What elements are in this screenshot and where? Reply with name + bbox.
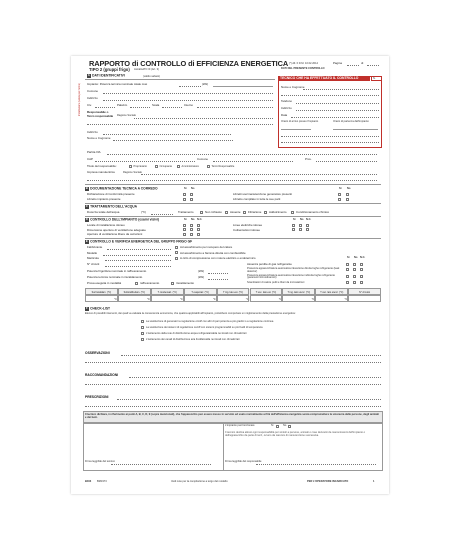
section-b-no-header-right: No bbox=[347, 186, 351, 190]
section-b-no-checkbox-2[interactable] bbox=[346, 193, 349, 196]
fabbricante-label: Fabbricante bbox=[87, 245, 103, 249]
section-e-si-header: Si bbox=[347, 256, 350, 259]
measure-header-6: T ing. lato utenz. (°C) bbox=[282, 288, 315, 295]
titolo-option-label-1: Occupante bbox=[159, 164, 173, 168]
section-d-nc-checkbox-3[interactable] bbox=[306, 224, 309, 227]
checklist-item-2: L'isolamento della rete di distribuzione acqua refrigerata/calda nei locali non climatizzati bbox=[146, 331, 247, 335]
tecnico-indirizzo-field[interactable] bbox=[296, 110, 379, 111]
impianto-no-label: No bbox=[283, 424, 287, 427]
section-d-row-left-0: Locale di installazione idoneo bbox=[87, 223, 125, 227]
ragione-sociale-label: Ragione Sociale bbox=[117, 114, 136, 117]
firma-resp-field[interactable] bbox=[256, 464, 376, 465]
section-b-si-header: Si bbox=[184, 186, 187, 190]
measure-value-3[interactable]: °C bbox=[184, 295, 217, 302]
raccomandazioni-field-2[interactable] bbox=[85, 384, 381, 385]
trattamento-option-4: Addolcimento bbox=[269, 210, 287, 214]
interno-label: Interno bbox=[184, 103, 193, 107]
section-b-si-checkbox-1[interactable] bbox=[183, 198, 186, 201]
section-b-si-checkbox-0[interactable] bbox=[183, 193, 186, 196]
gf-check-no-3[interactable] bbox=[353, 281, 356, 284]
page-total-field[interactable] bbox=[367, 65, 379, 66]
section-d-row-left-2: Aperture di ventilazione libere da ostruzioni bbox=[87, 232, 143, 236]
section-b-si-header-right: Si bbox=[339, 186, 342, 190]
gf-check-si-1[interactable] bbox=[346, 268, 349, 271]
trattamento-option-1: Non richiesto bbox=[205, 210, 222, 214]
gf-check-nc-1[interactable] bbox=[360, 268, 363, 271]
titolo-option-label-0: Proprietario bbox=[133, 164, 147, 168]
section-e-nc-header: N.C. bbox=[360, 256, 366, 259]
measure-header-0: Surriscaldam. (°C) bbox=[85, 288, 118, 295]
section-b-row-right-1: Libretto compilato in tutte le sue parti bbox=[233, 197, 281, 201]
plant-power-label: Impianto: Potenza termica nominale totale max bbox=[87, 82, 148, 86]
section-b-row-left-0: Dichiarazione di Conformità presente bbox=[87, 192, 135, 196]
gf-type-checkbox-2[interactable] bbox=[175, 257, 178, 260]
measure-header-1: Sottoraffredam. (°C) bbox=[118, 288, 151, 295]
gf-type-label-2: A ciclo di compressione con motore elettrico o endotermico bbox=[180, 256, 256, 260]
circuiti-field[interactable] bbox=[105, 266, 171, 267]
tecnico-nome-label: Nome e Cognome bbox=[281, 85, 305, 89]
potenza-term-label: Potenza termica nominale in riscaldamento bbox=[87, 275, 143, 279]
durezza-label: Durezza totale dell'acqua bbox=[87, 210, 120, 214]
copy-label: PER L'OPERATORE INCARICATO bbox=[307, 480, 349, 483]
trattamento-option-3: Filtrazione bbox=[248, 210, 262, 214]
comune2-label: Comune bbox=[197, 157, 208, 161]
gf-check-row-0: Assenza perdite di gas refrigerante bbox=[247, 262, 292, 266]
form-title: RAPPORTO di CONTROLLO di EFFICIENZA ENERGETICA bbox=[89, 59, 289, 68]
orario-arrivo-label: Orario di arrivo presso l'impianto bbox=[281, 120, 319, 123]
osservazioni-field[interactable] bbox=[121, 355, 381, 356]
checklist-checkbox-1[interactable] bbox=[141, 326, 144, 329]
gf-check-row-3: Scambiatori di calore puliti e liberi da incrostazioni bbox=[247, 280, 305, 284]
impianto-funz-label: L'impianto può funzionare bbox=[225, 424, 255, 427]
form-code-2: BM1973 bbox=[97, 480, 107, 483]
piva-label: Partita IVA bbox=[87, 150, 101, 154]
measure-value-5[interactable]: °C bbox=[250, 295, 283, 302]
firma-tecnico-label: Firma leggibile del tecnico bbox=[85, 460, 115, 463]
section-d-no-checkbox-3[interactable] bbox=[299, 224, 302, 227]
cap-label: CAP bbox=[87, 157, 93, 161]
measure-value-7[interactable]: °C bbox=[315, 295, 348, 302]
impianto-si-label: Si bbox=[271, 424, 274, 427]
catasto-label: DATI DEL PRESENTE CONTROLLO bbox=[281, 67, 325, 70]
section-d-nc-header-right: N.C. bbox=[306, 218, 312, 221]
trattamento-option-5: Condizionamento chimico bbox=[296, 210, 330, 214]
titolo-option-checkbox-0[interactable] bbox=[129, 165, 132, 168]
measure-value-1[interactable]: °C bbox=[118, 295, 151, 302]
gf-type-label-0: Ad assorbimento per recupero del calore bbox=[180, 245, 233, 249]
impresa-rag-soc-label: Ragione Sociale bbox=[123, 170, 142, 174]
gf-type-checkbox-0[interactable] bbox=[175, 246, 178, 249]
osservazioni-label: OSSERVAZIONI bbox=[85, 351, 110, 355]
titolo-option-checkbox-2[interactable] bbox=[177, 165, 180, 168]
prescrizioni-field[interactable] bbox=[117, 399, 381, 400]
checklist-item-1: La sostituzione dei sistemi di regolazione on/off con sistemi programmabili su più livelli di temperatura bbox=[146, 325, 263, 329]
section-d-row-right-1: Coibentazioni idonee bbox=[233, 227, 260, 232]
terzo-resp-label: Terzo responsabile bbox=[87, 113, 114, 118]
section-a-note: (valido sabato) bbox=[143, 74, 161, 78]
potenza-frig-unit: (kW) bbox=[198, 269, 205, 273]
sub-ref: ALLEGATO III (Art. 3) bbox=[134, 68, 159, 71]
tecnico-num-label: N. bbox=[373, 76, 376, 80]
tecnico-indirizzo-label: Indirizzo bbox=[281, 106, 292, 110]
piva-field[interactable] bbox=[107, 154, 377, 155]
form-sheet bbox=[71, 56, 389, 494]
section-d-si-header-right: Si bbox=[293, 218, 296, 221]
section-d-si-checkbox-3[interactable] bbox=[292, 224, 295, 227]
section-e-no-header: No bbox=[354, 256, 358, 259]
via-label: Indirizzo bbox=[87, 130, 98, 134]
gf-type-checkbox-1[interactable] bbox=[175, 251, 178, 254]
statement-text: Il tecnico dichiara, in riferimento ai punti A, B, C, D, E (sopra menzionati), che l'apparecchio può essere messo in servizio ed usato normalmente ai fini dell'efficienza energetica senza compromettere la sicurezza delle persone, degli animali e dei beni. bbox=[85, 412, 379, 419]
titolo-label: Titolo del responsabile: bbox=[87, 164, 117, 168]
page-label: Pagina bbox=[333, 61, 343, 65]
gf-check-no-2[interactable] bbox=[353, 275, 356, 278]
gf-check-nc-3[interactable] bbox=[360, 281, 363, 284]
section-d-nc-header: N.C. bbox=[197, 218, 203, 221]
impresa-field[interactable] bbox=[141, 174, 377, 175]
gf-check-row-1: Presenza apparecchiatura automatica rilevazione diretta fughe refrigerante (leak detector) bbox=[247, 267, 340, 273]
plant-power-code-field[interactable] bbox=[213, 86, 273, 87]
nome-cognome-field[interactable] bbox=[113, 140, 233, 141]
titolo-option-checkbox-3[interactable] bbox=[207, 165, 210, 168]
tecnico-telefono-field[interactable] bbox=[296, 103, 379, 104]
prescrizioni-field-2[interactable] bbox=[85, 406, 381, 407]
tecnico-nome-field-2[interactable] bbox=[281, 95, 379, 96]
measure-value-2[interactable]: °C bbox=[151, 295, 184, 302]
orario-partenza-label: Orario di partenza dall'impianto bbox=[333, 120, 369, 123]
section-b-no-header: No bbox=[191, 186, 195, 190]
gf-check-si-2[interactable] bbox=[346, 275, 349, 278]
potenza-frig-label: Potenza frigorifera nominale in raffrescamento bbox=[87, 269, 147, 273]
gf-check-nc-2[interactable] bbox=[360, 275, 363, 278]
titolo-option-label-3: Terzo Responsabile bbox=[211, 164, 235, 168]
impresa-field-2[interactable] bbox=[87, 180, 377, 181]
osservazioni-field-2[interactable] bbox=[85, 362, 381, 363]
indirizzo-field[interactable] bbox=[103, 100, 273, 101]
tecnico-extra-field[interactable] bbox=[281, 136, 379, 137]
measure-header-4: T ing. lato est. (°C) bbox=[217, 288, 250, 295]
responsabile-label: Responsabile o bbox=[87, 110, 109, 114]
impianto-si-checkbox[interactable] bbox=[276, 425, 279, 428]
prov-label: Prov. bbox=[305, 157, 312, 161]
checklist-checkbox-0[interactable] bbox=[141, 320, 144, 323]
measure-value-4[interactable]: °C bbox=[217, 295, 250, 302]
tecnico-telefono-label: Telefono bbox=[281, 99, 292, 103]
title-ref: (*) All. II D.M. 10.02.2014 bbox=[289, 62, 318, 65]
firma-tecnico-field[interactable] bbox=[111, 464, 211, 465]
impresa-label: Impresa manutentrice bbox=[87, 170, 115, 174]
responsabile-field-2[interactable] bbox=[87, 124, 273, 125]
tecnico-nome-field[interactable] bbox=[303, 89, 379, 90]
gf-type-label-1: Ad assorbimento a fiamma diretta con combustibile bbox=[180, 250, 246, 255]
section-a-title: A DATI IDENTIFICATIVI bbox=[87, 73, 125, 78]
raccomandazioni-field[interactable] bbox=[129, 377, 381, 378]
prova-raffr-label: raffrescamento bbox=[140, 281, 160, 285]
section-b-si-checkbox-2[interactable] bbox=[338, 193, 341, 196]
plant-power-field[interactable] bbox=[179, 86, 201, 87]
section-d-nc-checkbox-2[interactable] bbox=[197, 233, 200, 236]
prescrizioni-label: PRESCRIZIONI bbox=[85, 395, 109, 399]
firma-resp-label: Firma leggibile del responsabile bbox=[225, 460, 262, 463]
section-b-si-checkbox-3[interactable] bbox=[338, 198, 341, 201]
titolo-option-label-2: Amministratore bbox=[181, 164, 199, 168]
comune2-field[interactable] bbox=[213, 161, 293, 162]
gf-check-row-2: Presenza apparecchiatura automatica rilevazione indiretta fughe refrigerante (parametri termodinamici) bbox=[247, 273, 335, 280]
section-d-no-checkbox-4[interactable] bbox=[299, 228, 302, 231]
legal-note: Il tecnico declina altresì ogni responsabilità per sinistri a persone, animali o cose derivanti da manomissioni dell'impianto o dell'apparecchio da parte di terzi, ovvero da carenze di manutenzione successiva. bbox=[225, 431, 366, 438]
nome-cognome-label: Nome e Cognome bbox=[87, 136, 111, 140]
page-of-label: di bbox=[361, 61, 364, 65]
section-d-nc-checkbox-4[interactable] bbox=[306, 228, 309, 231]
tecnico-bar: TECNICO CHE HA EFFETTUATO IL CONTROLLO bbox=[278, 76, 370, 81]
section-d-row-right-0: Linee elettriche idonee bbox=[233, 223, 263, 227]
bottom-note: Vedi note per la compilazione a tergo del modello bbox=[171, 480, 228, 483]
prova-label: Prova eseguita in modalità bbox=[87, 281, 122, 285]
modello-field[interactable] bbox=[103, 255, 171, 256]
measure-header-5: T usc. lato est. (°C) bbox=[250, 288, 283, 295]
scala-label: Scala bbox=[152, 103, 160, 107]
section-d-no-checkbox-0[interactable] bbox=[190, 224, 193, 227]
palazzo-label: Palazzo bbox=[117, 103, 128, 107]
trattamento-checkbox-4[interactable] bbox=[264, 211, 267, 214]
section-c-title: C TRATTAMENTO DELL'ACQUA bbox=[85, 204, 138, 209]
section-d-no-header-right: No bbox=[300, 218, 304, 221]
trattamento-label: Trattamento bbox=[178, 210, 194, 214]
comune-field[interactable] bbox=[103, 93, 273, 94]
orario-arrivo-field[interactable] bbox=[281, 120, 319, 130]
prova-risc-label: riscaldamento bbox=[176, 281, 194, 285]
measure-header-7: T usc. lato utenz. (°C) bbox=[315, 288, 348, 295]
page-number-field[interactable] bbox=[347, 65, 359, 66]
sidebar-vertical-label: Installazione (valida per l'anno) bbox=[78, 83, 81, 116]
fabbricante-field[interactable] bbox=[107, 249, 171, 250]
divider bbox=[85, 184, 381, 185]
interno-field[interactable] bbox=[197, 107, 273, 108]
circuiti-label: N° circuiti bbox=[87, 261, 100, 266]
section-b-no-checkbox-3[interactable] bbox=[346, 198, 349, 201]
section-d-title: D CONTROLLO DELL'IMPIANTO (esami visivi) bbox=[85, 217, 159, 222]
prova-raffr-checkbox[interactable] bbox=[135, 282, 138, 285]
section-d-si-header: Si bbox=[184, 218, 187, 221]
checklist-checkbox-2[interactable] bbox=[141, 332, 144, 335]
gf-check-no-1[interactable] bbox=[353, 268, 356, 271]
plant-power-unit: (kW) bbox=[202, 82, 209, 86]
potenza-term-field[interactable] bbox=[208, 279, 228, 280]
section-d-si-checkbox-0[interactable] bbox=[183, 224, 186, 227]
durezza-unit: (°fr) bbox=[141, 210, 146, 214]
checklist-item-3: L'isolamento dei canali di distribuzione aria fredda/calda nei locali non climatizzati bbox=[146, 337, 240, 341]
scala-field[interactable] bbox=[162, 107, 182, 108]
titolo-option-checkbox-1[interactable] bbox=[155, 165, 158, 168]
cap-field[interactable] bbox=[95, 161, 195, 162]
section-b-no-checkbox-0[interactable] bbox=[190, 193, 193, 196]
potenza-frig-field[interactable] bbox=[208, 273, 228, 274]
section-d-no-header: No bbox=[191, 218, 195, 221]
measure-header-8: N° circuito bbox=[348, 288, 381, 295]
palazzo-field[interactable] bbox=[130, 107, 150, 108]
responsabile-field[interactable] bbox=[134, 118, 273, 119]
indirizzo-label: Indirizzo bbox=[87, 96, 98, 100]
gf-check-si-3[interactable] bbox=[346, 281, 349, 284]
section-f-title: F CHECK-LIST bbox=[85, 306, 111, 311]
section-d-nc-checkbox-1[interactable] bbox=[197, 228, 200, 231]
measure-value-6[interactable]: °C bbox=[282, 295, 315, 302]
checklist-item-0: La sostituzione di generatori a regolazione on/off con altri di pari potenza a più gradini o a regolazione continua bbox=[146, 319, 274, 323]
checklist-intro: Elenco di possibili interventi, dei quali va valutata la convenienza economica, che qualora applicabili all'impianto, potrebbero comportare un miglioramento della prestazione energetica: bbox=[85, 312, 296, 315]
checklist-checkbox-3[interactable] bbox=[141, 338, 144, 341]
divider bbox=[85, 79, 275, 80]
tecnico-data-field[interactable] bbox=[291, 117, 379, 118]
tecnico-data-label: Data bbox=[281, 113, 288, 117]
trattamento-checkbox-2[interactable] bbox=[225, 211, 228, 214]
comune-label: Comune bbox=[87, 89, 98, 93]
trattamento-option-2: Assente bbox=[230, 210, 241, 214]
trattamento-checkbox-3[interactable] bbox=[243, 211, 246, 214]
section-d-no-checkbox-1[interactable] bbox=[190, 228, 193, 231]
durezza-field[interactable] bbox=[151, 214, 173, 215]
matricola-field[interactable] bbox=[105, 260, 171, 261]
measure-header-3: T evaporaz. (°C) bbox=[184, 288, 217, 295]
measure-value-8[interactable] bbox=[348, 295, 381, 302]
prova-risc-checkbox[interactable] bbox=[171, 282, 174, 285]
section-d-row-left-1: Dimensione aperture di ventilazione adeguate bbox=[87, 227, 146, 232]
via-field[interactable] bbox=[103, 134, 231, 135]
gf-check-nc-0[interactable] bbox=[360, 263, 363, 266]
measure-header-2: T condensaz. (°C) bbox=[151, 288, 184, 295]
section-b-no-checkbox-1[interactable] bbox=[190, 198, 193, 201]
section-e-title: E CONTROLLO E VERIFICA ENERGETICA DEL GRUPPO FRIGO GF bbox=[85, 239, 193, 244]
raccomandazioni-label: RACCOMANDAZIONI bbox=[85, 373, 119, 377]
gf-check-si-0[interactable] bbox=[346, 263, 349, 266]
section-d-si-checkbox-1[interactable] bbox=[183, 228, 186, 231]
impianto-no-checkbox[interactable] bbox=[288, 425, 291, 428]
prov-field[interactable] bbox=[316, 161, 377, 162]
orario-partenza-field[interactable] bbox=[333, 120, 378, 130]
civ-field[interactable] bbox=[95, 107, 115, 108]
trattamento-checkbox-5[interactable] bbox=[291, 211, 294, 214]
potenza-term-unit: (kW) bbox=[198, 275, 205, 279]
matricola-label: Matricola bbox=[87, 256, 99, 260]
section-b-row-right-0: Libretti uso/manutenzione generatore presenti bbox=[233, 192, 292, 196]
section-b-title: B DOCUMENTAZIONE TECNICA A CORREDO bbox=[85, 186, 158, 191]
section-d-si-checkbox-2[interactable] bbox=[183, 233, 186, 236]
form-subtitle: TIPO 2 (gruppi frigo) bbox=[89, 67, 130, 72]
section-d-no-checkbox-2[interactable] bbox=[190, 233, 193, 236]
section-d-si-checkbox-4[interactable] bbox=[292, 228, 295, 231]
section-d-nc-checkbox-0[interactable] bbox=[197, 224, 200, 227]
measure-value-0[interactable]: °C bbox=[85, 295, 118, 302]
civ-label: Civ. bbox=[87, 103, 92, 107]
section-b-row-left-1: Libretto impianto presente bbox=[87, 197, 121, 201]
gf-check-no-0[interactable] bbox=[353, 263, 356, 266]
modello-label: Modello bbox=[87, 250, 98, 255]
tecnico-extra-field-2[interactable] bbox=[281, 142, 379, 143]
form-code: B403 bbox=[85, 480, 92, 483]
page-number: 1 bbox=[373, 480, 375, 483]
divider bbox=[223, 423, 224, 471]
trattamento-checkbox-1[interactable] bbox=[200, 211, 203, 214]
